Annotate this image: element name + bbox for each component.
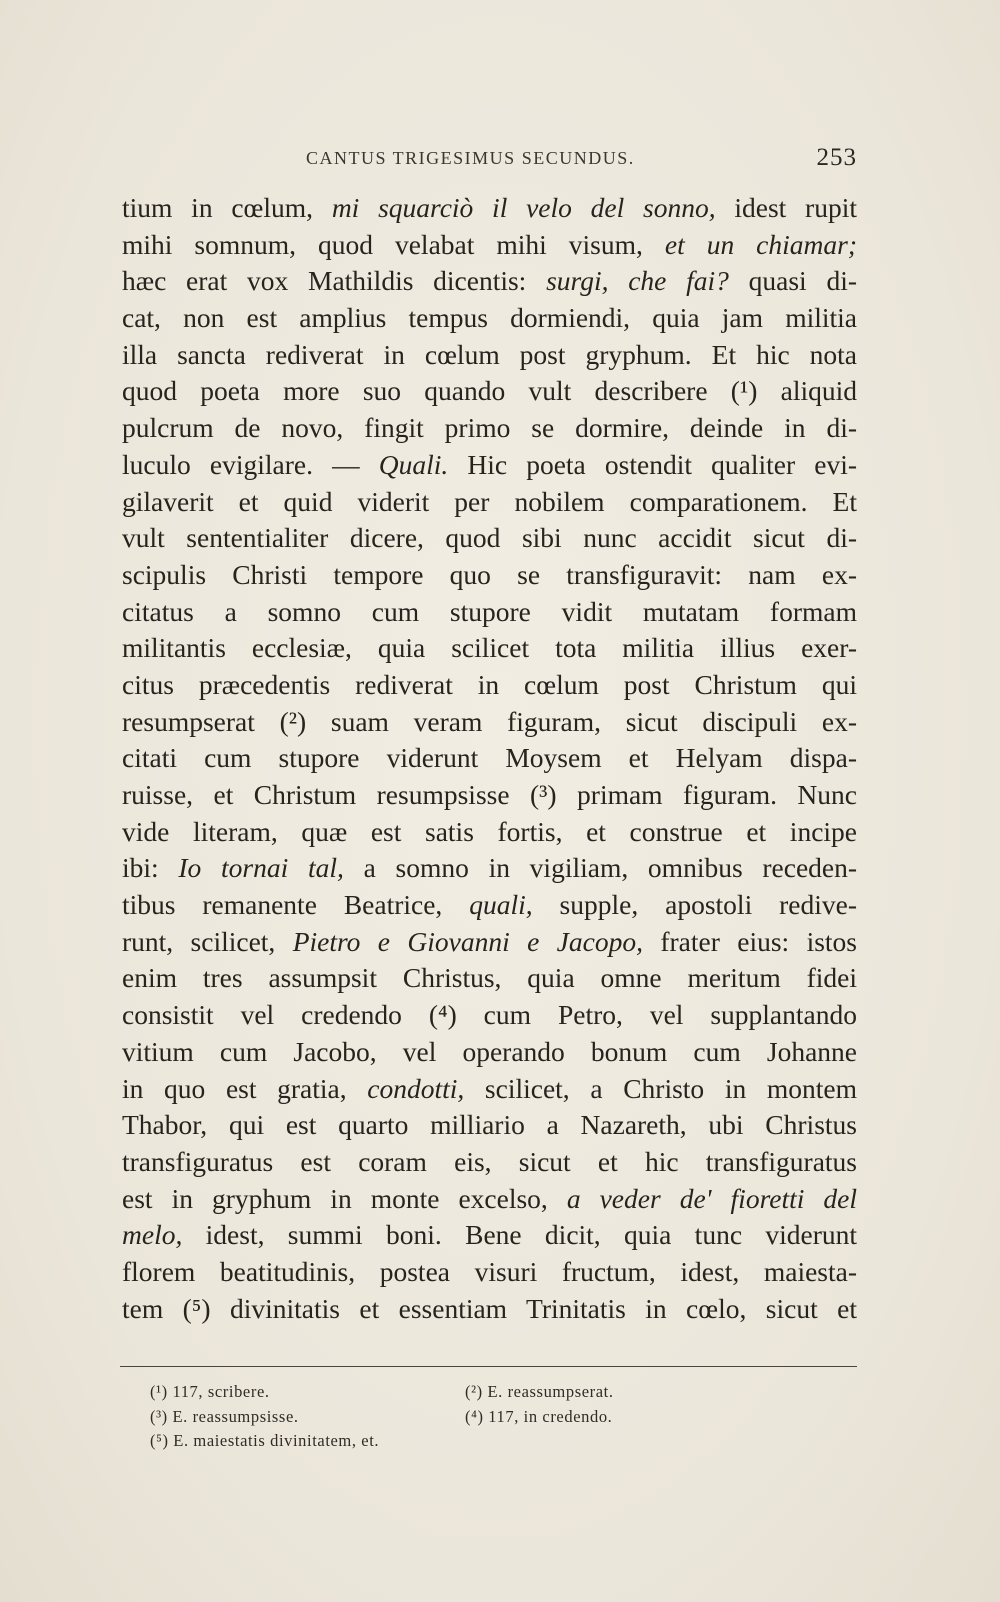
text-run: a somno in vigiliam, omnibus receden- xyxy=(343,852,858,884)
text-line xyxy=(122,1254,857,1291)
text-run: frater eius: istos xyxy=(642,925,857,957)
text-line xyxy=(122,1217,857,1254)
text-line xyxy=(122,300,857,337)
footnote-rule xyxy=(120,1366,857,1367)
text-run: citus præcedentis rediverat in cœlum post Christum qui xyxy=(122,668,857,700)
italic-quotation: condotti, xyxy=(367,1072,465,1104)
italic-quotation: et un chiamar; xyxy=(664,228,857,260)
text-line xyxy=(122,1144,857,1181)
text-run: quasi di- xyxy=(728,265,857,297)
italic-quotation: melo, xyxy=(122,1219,183,1251)
footnote-row xyxy=(150,1405,850,1430)
text-line xyxy=(122,263,857,300)
text-line xyxy=(122,1291,857,1328)
text-line xyxy=(122,1181,857,1218)
text-line xyxy=(122,887,857,924)
text-run: militantis ecclesiæ, quia scilicet tota militia illius exer- xyxy=(122,632,857,664)
text-line xyxy=(122,447,857,484)
text-run: vitium cum Jacobo, vel operando bonum cum Johanne xyxy=(122,1035,857,1067)
text-run: ibi: xyxy=(122,852,179,884)
italic-quotation: quali, xyxy=(469,889,533,921)
text-run: est in gryphum in monte excelso, xyxy=(122,1182,567,1214)
italic-quotation: surgi, che fai? xyxy=(546,265,729,297)
text-run: runt, scilicet, xyxy=(122,925,293,957)
page-number: 253 xyxy=(816,144,857,171)
text-line xyxy=(122,740,857,777)
text-run: in quo est gratia, xyxy=(122,1072,368,1104)
footnote-3: (³) E. reassumpsisse. xyxy=(150,1406,299,1426)
footnote-row xyxy=(150,1429,850,1454)
text-line xyxy=(122,520,857,557)
italic-quotation: a veder de' fioretti del xyxy=(566,1182,858,1214)
text-run: vult sententialiter dicere, quod sibi nunc accidit sicut di- xyxy=(122,522,857,554)
italic-quotation: mi squarciò il velo del sonno, xyxy=(331,192,716,223)
text-run: tibus remanente Beatrice, xyxy=(122,889,470,921)
text-run: transfiguratus est coram eis, sicut et hic transfiguratus xyxy=(122,1145,857,1177)
text-run: Thabor, qui est quarto milliario a Nazareth, ubi Christus xyxy=(122,1109,857,1141)
text-line xyxy=(122,850,857,887)
text-run: vide literam, quæ est satis fortis, et construe et incipe xyxy=(122,815,857,847)
text-line xyxy=(122,337,857,374)
text-run: idest, summi boni. Bene dicit, quia tunc viderunt xyxy=(182,1219,857,1251)
text-run: enim tres assumpsit Christus, quia omne meritum fidei xyxy=(122,962,857,994)
text-run: cat, non est amplius tempus dormiendi, quia jam militia xyxy=(122,302,857,334)
footnote-row xyxy=(150,1380,850,1405)
text-line xyxy=(122,1071,857,1108)
text-line xyxy=(122,484,857,521)
text-line xyxy=(122,704,857,741)
text-run: hæc erat vox Mathildis dicentis: xyxy=(122,265,547,297)
text-line xyxy=(122,997,857,1034)
text-run: mihi somnum, quod velabat mihi visum, xyxy=(122,228,665,260)
text-run: citatus a somno cum stupore vidit mutatam formam xyxy=(122,595,857,627)
text-line xyxy=(122,410,857,447)
text-line xyxy=(122,777,857,814)
footnotes xyxy=(150,1380,850,1454)
text-run: consistit vel credendo (⁴) cum Petro, vel supplantando xyxy=(122,999,857,1031)
text-run: scipulis Christi tempore quo se transfiguravit: nam ex- xyxy=(122,558,857,590)
text-line xyxy=(122,373,857,410)
italic-quotation: Quali. xyxy=(378,448,449,480)
text-run: ruisse, et Christum resumpsisse (³) primam figuram. Nunc xyxy=(122,779,857,810)
text-run: luculo evigilare. — xyxy=(122,448,379,480)
italic-quotation: Pietro e Giovanni e Jacopo, xyxy=(292,925,643,957)
footnote-2: (²) E. reassumpserat. xyxy=(465,1382,614,1401)
text-run: florem beatitudinis, postea visuri fructum, idest, maiesta- xyxy=(122,1255,857,1287)
text-run: illa sancta rediverat in cœlum post gryphum. Et hic nota xyxy=(122,338,857,370)
text-run: idest rupit xyxy=(715,192,857,223)
footnote-4: (⁴) 117, in credendo. xyxy=(465,1406,613,1426)
text-line xyxy=(122,594,857,631)
footnote-1: (¹) 117, scribere. xyxy=(150,1382,270,1401)
italic-quotation: Io tornai tal, xyxy=(178,852,344,884)
text-run: resumpserat (²) suam veram figuram, sicut discipuli ex- xyxy=(122,705,857,737)
text-line xyxy=(122,190,857,227)
text-run: Hic poeta ostendit qualiter evi- xyxy=(448,448,857,480)
body-text xyxy=(122,190,857,1327)
text-line xyxy=(122,924,857,961)
text-run: gilaverit et quid viderit per nobilem comparationem. Et xyxy=(122,485,857,517)
text-line xyxy=(122,630,857,667)
text-run: pulcrum de novo, fingit primo se dormire, deinde in di- xyxy=(122,412,857,444)
text-run: quod poeta more suo quando vult describere (¹) aliquid xyxy=(122,375,857,407)
text-line xyxy=(122,667,857,704)
text-line xyxy=(122,1107,857,1144)
text-line xyxy=(122,814,857,851)
text-line xyxy=(122,227,857,264)
text-run: scilicet, a Christo in montem xyxy=(464,1072,857,1104)
text-run: tem (⁵) divinitatis et essentiam Trinitatis in cœlo, sicut et xyxy=(122,1292,857,1324)
text-line xyxy=(122,960,857,997)
running-head xyxy=(122,146,857,176)
text-run: citati cum stupore viderunt Moysem et Helyam dispa- xyxy=(122,742,857,774)
text-line xyxy=(122,1034,857,1071)
running-title: CANTUS TRIGESIMUS SECUNDUS. xyxy=(306,148,635,168)
text-line xyxy=(122,557,857,594)
text-run: tium in cœlum, xyxy=(122,192,332,223)
footnote-5: (⁵) E. maiestatis divinitatem, et. xyxy=(150,1431,380,1450)
text-run: supple, apostoli redive- xyxy=(532,889,857,921)
